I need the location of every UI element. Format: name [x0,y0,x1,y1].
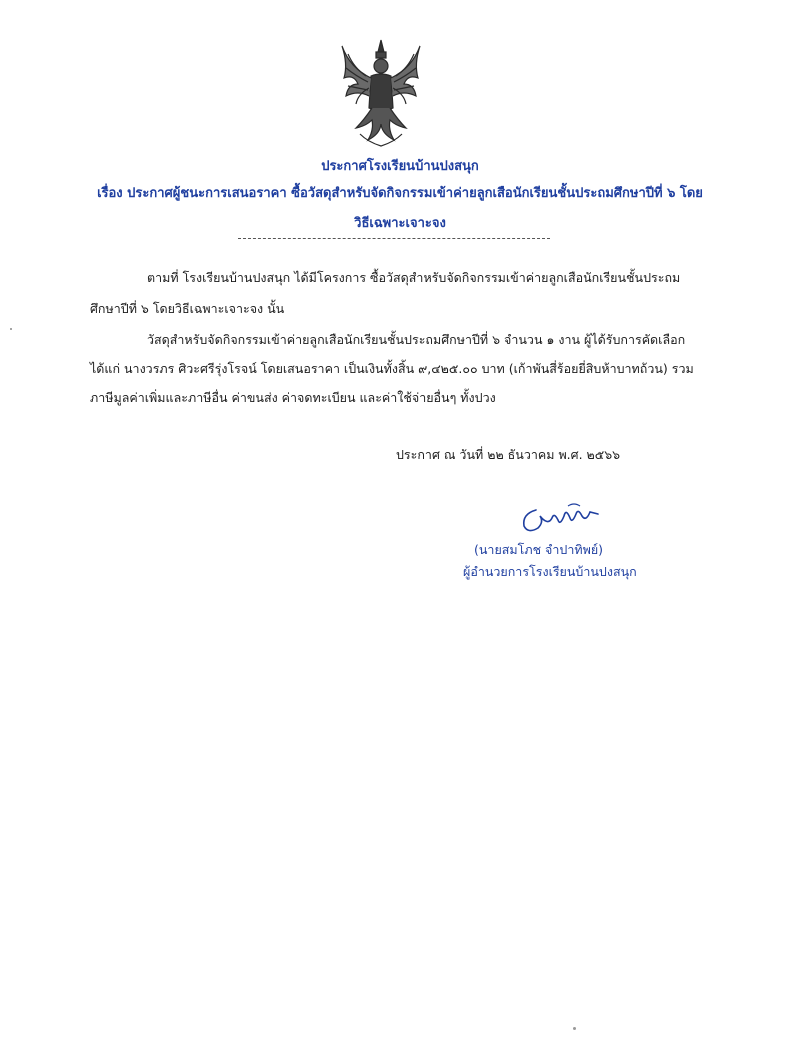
paragraph-2-line-2: ได้แก่ นางวรภร ศิวะศรีรุ่งโรจน์ โดยเสนอราคา เป็นเงินทั้งสิ้น ๙,๔๒๕.๐๐ บาท (เก้าพันสี่ร้อยยี่สิบห้าบาทถ้วน) รวม [90,361,694,376]
scan-speck [573,1027,576,1030]
paragraph-1-line-2: ศึกษาปีที่ ๖ โดยวิธีเฉพาะเจาะจง นั้น [90,301,285,316]
subject-line-1: เรื่อง ประกาศผู้ชนะการเสนอราคา ซื้อวัสดุสำหรับจัดกิจกรรมเข้าค่ายลูกเสือนักเรียนชั้นประถมศึกษาปีที่ ๖ โดย [97,186,703,201]
garuda-emblem-icon [338,38,424,150]
org-title: ประกาศโรงเรียนบ้านปงสนุก [321,159,479,174]
announcement-date: ประกาศ ณ วันที่ ๒๒ ธันวาคม พ.ศ. ๒๕๖๖ [396,447,621,462]
subject-line-2: วิธีเฉพาะเจาะจง [354,216,446,231]
signatory-name: (นายสมโภช จำปาทิพย์) [474,542,604,557]
paragraph-2-line-3: ภาษีมูลค่าเพิ่มและภาษีอื่น ค่าขนส่ง ค่าจดทะเบียน และค่าใช้จ่ายอื่นๆ ทั้งปวง [90,390,496,405]
paragraph-2-line-1: วัสดุสำหรับจัดกิจกรรมเข้าค่ายลูกเสือนักเรียนชั้นประถมศึกษาปีที่ ๖ จำนวน ๑ งาน ผู้ได้รับการคัดเลือก [147,332,686,347]
paragraph-1-line-1: ตามที่ โรงเรียนบ้านปงสนุก ได้มีโครงการ ซื้อวัสดุสำหรับจัดกิจกรรมเข้าค่ายลูกเสือนักเรียนชั้นประถม [147,270,681,285]
signatory-position: ผู้อำนวยการโรงเรียนบ้านปงสนุก [463,564,637,579]
separator-dashes [238,238,550,239]
handwritten-signature [518,500,604,536]
scan-speck [10,328,12,330]
